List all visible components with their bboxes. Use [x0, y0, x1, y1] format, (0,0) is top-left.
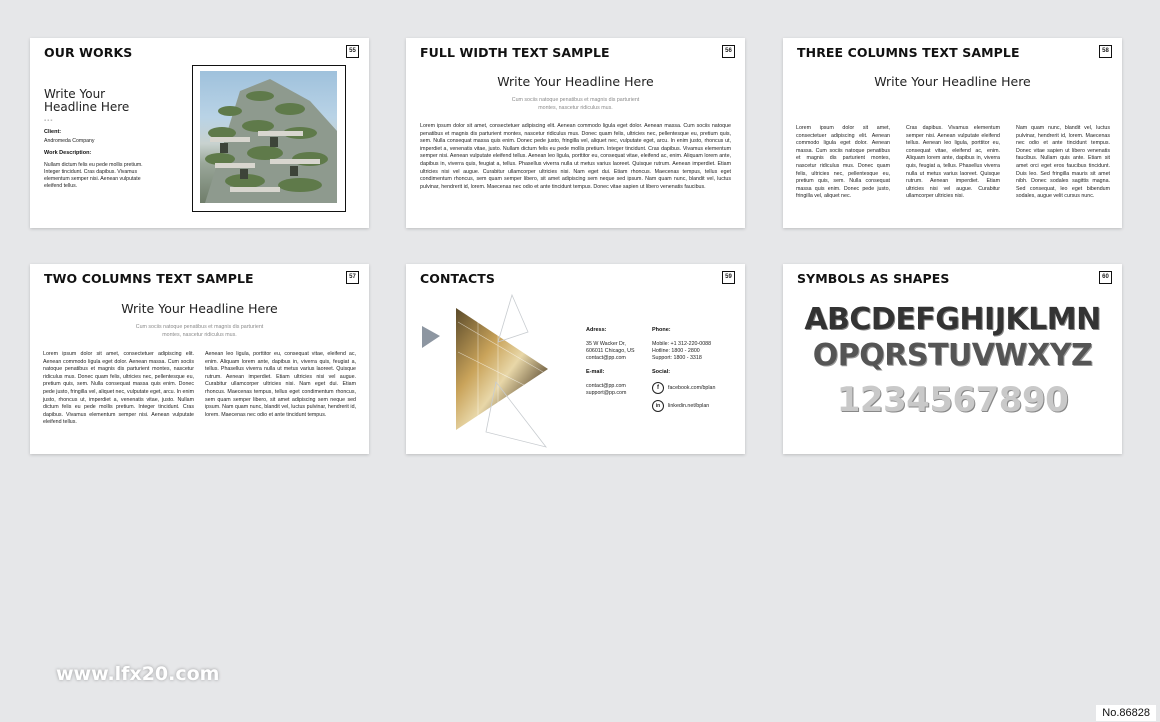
client-value: Andromeda Company [44, 138, 95, 144]
column-1-text: Lorem ipsum dolor sit amet, consectetuer adipiscing elit. Aenean commodo ligula eget dolor. Aenean massa. Cum sociis natoque penatibus et magnis dis parturient montes, nascetur ridiculus mus. Donec quam felis, ultricies nec, pellentesque eu, pretium quis, sem. Nulla consequat massa quis enim. Donec pede justo, fringilla vel, aliquet nec, vulputate eget, arcu. In enim justo, rhoncus ut, imperdiet a, venenatis vitae, justo. Nullam dictum felis eu pede mollis pretium. Integer tincidunt. Cras dapibus. Vivamus elementum semper nisi. Aenean vulputate eleifend tellus. [43, 351, 194, 426]
building-photo [200, 71, 337, 203]
small-triangle-icon [422, 326, 440, 348]
letters-row-2: OPQRSTUVWXYZ [812, 338, 1093, 373]
page-number: 59 [722, 271, 735, 284]
page-number: 55 [346, 45, 359, 58]
address-email[interactable]: contact@pp.com [586, 354, 626, 361]
subheadline-line-2: montes, nascetur ridiculus mus. [162, 332, 237, 338]
subheadline-line-1: Cum sociis natoque penatibus et magnis dis parturient [511, 97, 640, 103]
linkedin-link[interactable]: linkedin.net/bplan [668, 403, 710, 409]
address-block [586, 341, 635, 361]
slide-title: FULL WIDTH TEXT SAMPLE [420, 45, 610, 60]
headline: Write Your Headline Here [874, 74, 1031, 89]
phone-support: Support: 1800 - 3318 [652, 354, 702, 361]
page-number: 60 [1099, 271, 1112, 284]
body-text: Lorem ipsum dolor sit amet, consectetuer adipiscing elit. Aenean commodo ligula eget dolor. Aenean massa. Cum sociis natoque penatibus et magnis dis parturient montes, nascetur ridiculus mus. Donec quam felis, ultricies nec, pellentesque eu, pretium quis, sem. Nulla consequat massa quis enim. Donec pede justo, fringilla vel, aliquet nec, vulputate eget, arcu. In enim justo, rhoncus ut, imperdiet a, venenatis vitae, justo. Nullam dictum felis eu pede mollis pretium. Integer tincidunt. Cras dapibus. Vivamus elementum semper nisi. Aenean vulputate eleifend tellus. Aenean leo ligula, porttitor eu, consequat vitae, eleifend ac, enim. Aliquam lorem ante, dapibus in, viverra quis, feugiat a, tellus. Phasellus viverra nulla ut metus varius laoreet. Quisque rutrum. Aenean imperdiet. Etiam ultricies nisi vel augue. Curabitur ullamcorper ultricies nisi. Nam eget dui. Etiam rhoncus. Maecenas tempus, tellus eget condimentum rhoncus, sem quam semper libero, sit amet adipiscing sem neque sed ipsum. Nam quam nunc, blandit vel, luctus pulvinar, hendrerit id, lorem. Maecenas nec odio et ante tincidunt tempus. Donec vitae sapien ut libero venenatis faucibus. [420, 123, 731, 190]
catalog-number: No.86828 [1096, 705, 1156, 721]
watermark: www.lfx20.com [56, 663, 220, 685]
address-label: Adress: [586, 327, 607, 333]
page-number: 57 [346, 271, 359, 284]
column-3-text: Nam quam nunc, blandit vel, luctus pulvinar, hendrerit id, lorem. Maecenas nec odio et ante tincidunt tempus. Donec vitae sapien ut libero venenatis faucibus. Nullam quis ante. Etiam sit amet orci eget eros faucibus tincidunt. Duis leo. Sed fringilla mauris sit amet nibh. Donec sodales sagittis magna. Sed consequat, leo eget bibendum sodales, augue velit cursus nunc. [1016, 125, 1110, 200]
linkedin-icon: in [652, 400, 664, 412]
client-label: Client: [44, 129, 62, 135]
facebook-link[interactable]: facebook.com/bplan [668, 385, 716, 391]
slide-three-columns-text[interactable] [783, 38, 1122, 228]
work-description-text: Nullam dictum felis eu pede mollis pretium. Integer tincidunt. Cras dapibus. Vivamus elementum semper nisi. Aenean vulputate eleifend tellus. [44, 162, 143, 189]
email-contact[interactable]: contact@pp.com [586, 383, 626, 389]
page-number: 58 [1099, 45, 1112, 58]
phone-label: Phone: [652, 327, 671, 333]
slide-two-columns-text[interactable] [30, 264, 369, 454]
column-2-text: Cras dapibus. Vivamus elementum semper nisi. Aenean vulputate eleifend tellus. Aenean leo ligula, porttitor eu, consequat vitae, eleifend ac, enim. Aliquam lorem ante, dapibus in, viverra quis, feugiat a, tellus. Phasellus viverra nulla ut metus varius laoreet. Quisque rutrum. Aenean imperdiet. Etiam ultricies nisi vel augue. Curabitur ullamcorper ultricies nisi. [906, 125, 1000, 200]
slide-title: OUR WORKS [44, 45, 133, 60]
subheadline-line-1: Cum sociis natoque penatibus et magnis dis parturient [135, 324, 264, 330]
email-label: E-mail: [586, 369, 605, 375]
headline-line-2: Headline Here [44, 100, 130, 114]
facebook-icon: f [652, 382, 664, 394]
work-description-label: Work Description: [44, 150, 92, 156]
headline [44, 88, 129, 114]
phone-hotline: Hotline: 1800 - 2800 [652, 347, 700, 354]
slide-title: CONTACTS [420, 271, 495, 286]
column-1-text: Lorem ipsum dolor sit amet, consectetuer adipiscing elit. Aenean commodo ligula eget dolor. Aenean massa. Cum sociis natoque penatibus et magnis dis parturient montes, nascetur ridiculus mus. Donec quam felis, ultricies nec, pellentesque eu, pretium quis, sem. Nulla consequat massa quis enim. Donec pede justo, fringilla vel, aliquet nec. [796, 125, 890, 200]
slide-contacts[interactable] [406, 264, 745, 454]
address-line: 35 W Wacker Dr, [586, 341, 626, 347]
email-support[interactable]: support@pp.com [586, 389, 627, 396]
page-number: 56 [722, 45, 735, 58]
numbers-row: 1234567890 [836, 380, 1069, 420]
address-line: 606011 Chicago, US [586, 347, 635, 354]
column-2-text: Aenean leo ligula, porttitor eu, consequat vitae, eleifend ac, enim. Aliquam lorem ante, dapibus in, viverra quis, feugiat a, tellus. Phasellus viverra nulla ut metus varius laoreet. Quisque rutrum. Aenean imperdiet. Etiam ultricies nisi vel augue. Curabitur ullamcorper ultricies nisi. Nam eget dui. Etiam rhoncus. Maecenas tempus, tellus eget condimentum rhoncus, sem quam semper libero, sit amet adipiscing sem neque sed ipsum. Nam quam nunc, blandit vel, luctus pulvinar, hendrerit id, lorem. Maecenas nec odio et ante tincidunt tempus. [205, 351, 356, 418]
email-block [586, 383, 626, 397]
building-illustration [200, 71, 337, 203]
slide-our-works[interactable] [30, 38, 369, 228]
subheadline-line-2: montes, nascetur ridiculus mus. [538, 105, 613, 111]
phone-mobile: Mobile: +1 312-220-0088 [652, 341, 712, 347]
letters-row-1: ABCDEFGHIJKLMN [804, 302, 1101, 337]
phone-block [652, 341, 711, 361]
headline: Write Your Headline Here [121, 301, 278, 316]
decorative-dots: ▪▪▪ [44, 118, 54, 124]
slide-title: SYMBOLS AS SHAPES [797, 271, 950, 286]
headline: Write Your Headline Here [497, 74, 654, 89]
social-label: Social: [652, 369, 671, 375]
slide-title: THREE COLUMNS TEXT SAMPLE [797, 45, 1020, 60]
slide-title: TWO COLUMNS TEXT SAMPLE [44, 271, 254, 286]
triangle-graphic [418, 292, 578, 454]
headline-line-1: Write Your [44, 87, 106, 101]
slide-symbols-as-shapes[interactable] [783, 264, 1122, 454]
slide-full-width-text[interactable] [406, 38, 745, 228]
